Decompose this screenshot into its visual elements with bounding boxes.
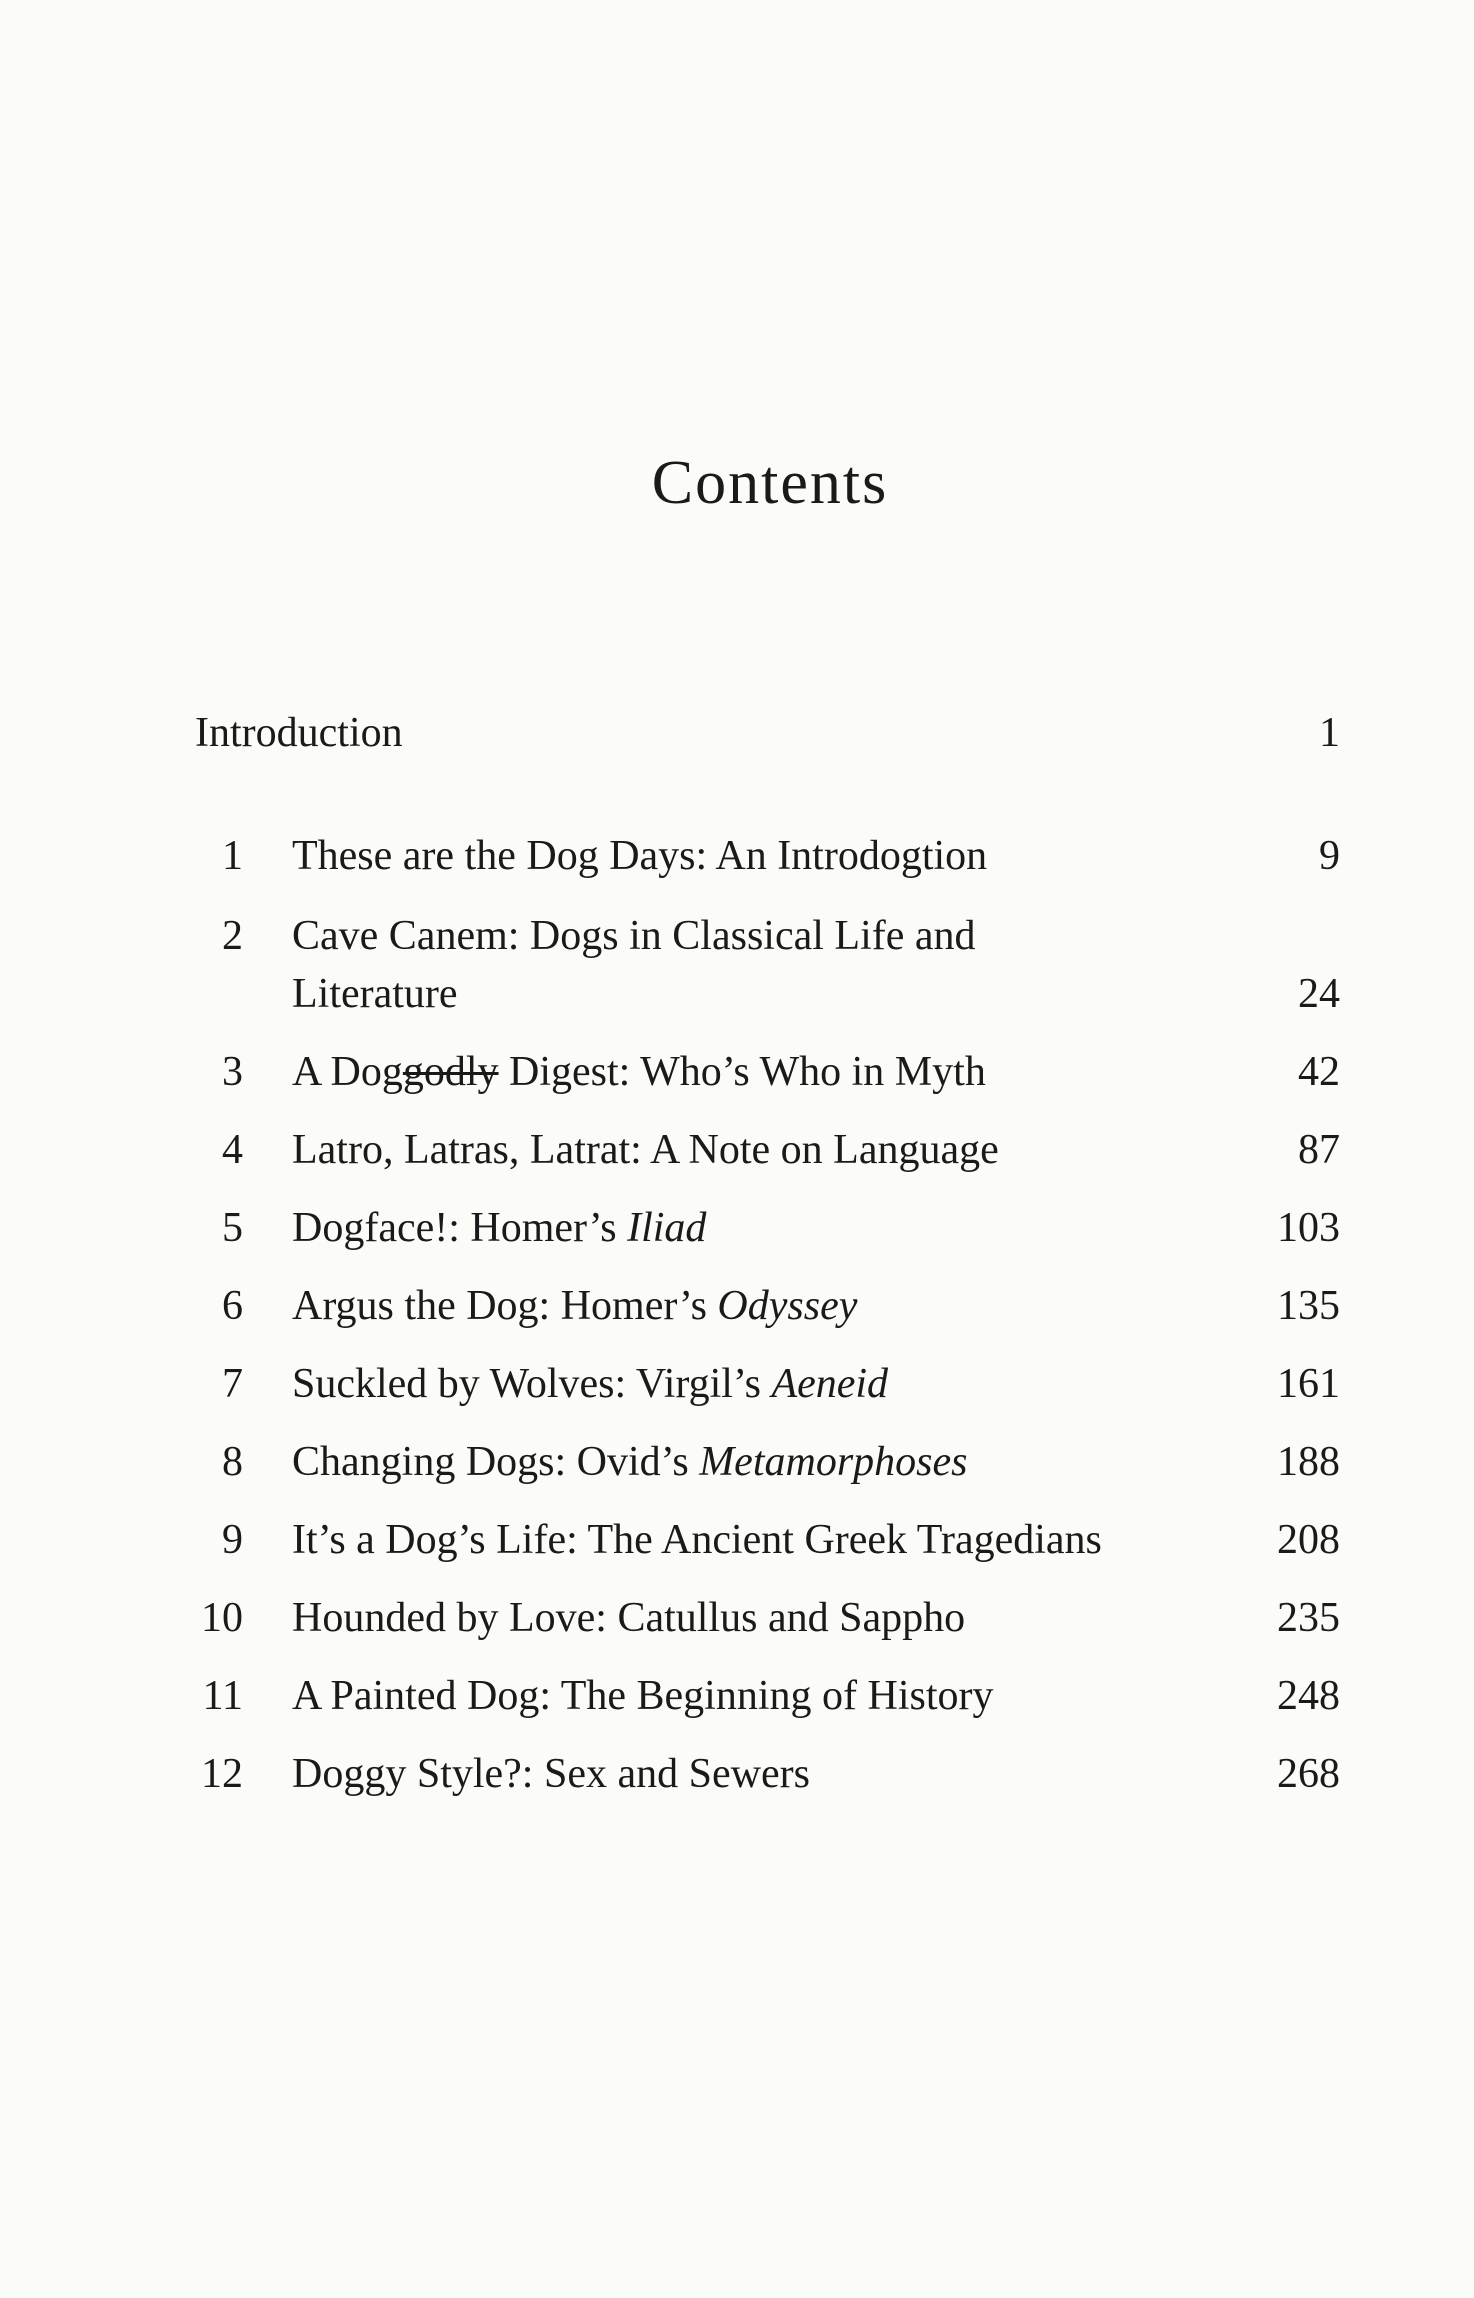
chapter-title <box>292 1200 1192 1256</box>
chapter-number: 3 <box>222 1049 243 1095</box>
chapter-title: These are the Dog Days: An Introdogtion <box>292 833 988 879</box>
entry-page-number: 248 <box>1277 1673 1340 1719</box>
chapter-number: 7 <box>222 1361 243 1407</box>
italic-title: Metamorphoses <box>699 1439 968 1485</box>
entry-title: Introduction <box>195 710 403 756</box>
chapter-title: Doggy Style?: Sex and Sewers <box>292 1751 810 1797</box>
entry-page-number: 161 <box>1277 1361 1340 1407</box>
entry-page-number: 9 <box>1319 833 1340 879</box>
entry-page-number: 188 <box>1277 1439 1340 1485</box>
title-part: Dogface!: Homer’s <box>292 1205 628 1251</box>
chapter-title: It’s a Dog’s Life: The Ancient Greek Tragedians <box>292 1517 1102 1563</box>
title-part: Suckled by Wolves: Virgil’s <box>292 1361 772 1407</box>
toc-entry-introduction <box>195 705 1340 761</box>
chapter-title-continued: Literature <box>292 971 458 1017</box>
toc-entry-chapter-2 <box>195 908 1340 1020</box>
entry-page-number: 235 <box>1277 1595 1340 1641</box>
chapter-title <box>292 1356 1192 1412</box>
entry-page-number: 42 <box>1298 1049 1340 1095</box>
entry-page-number: 135 <box>1277 1283 1340 1329</box>
chapter-title: Cave Canem: Dogs in Classical Life and <box>292 913 976 959</box>
entry-page-number: 87 <box>1298 1127 1340 1173</box>
chapter-number: 6 <box>222 1283 243 1329</box>
chapter-title <box>292 1044 1192 1100</box>
chapter-number: 9 <box>222 1517 243 1563</box>
chapter-title: A Painted Dog: The Beginning of History <box>292 1673 994 1719</box>
title-part: A Dog <box>292 1049 403 1095</box>
italic-title: Odyssey <box>717 1283 858 1329</box>
entry-page-number: 208 <box>1277 1517 1340 1563</box>
chapter-title <box>292 1278 1192 1334</box>
title-part: Changing Dogs: Ovid’s <box>292 1439 700 1485</box>
entry-page-number: 268 <box>1277 1751 1340 1797</box>
entry-page-number: 1 <box>1319 710 1340 756</box>
chapter-number: 5 <box>222 1205 243 1251</box>
title-part: Digest: Who’s Who in Myth <box>498 1049 986 1095</box>
struck-text: godly <box>402 1049 499 1095</box>
chapter-number: 8 <box>222 1439 243 1485</box>
chapter-title <box>292 1434 1192 1490</box>
chapter-number: 11 <box>202 1673 243 1719</box>
page-title: Contents <box>651 449 889 517</box>
chapter-title: Hounded by Love: Catullus and Sappho <box>292 1595 966 1641</box>
chapter-number: 1 <box>222 833 243 879</box>
chapter-number: 10 <box>201 1595 243 1641</box>
italic-title: Iliad <box>627 1205 707 1251</box>
chapter-number: 12 <box>201 1751 243 1797</box>
chapter-title: Latro, Latras, Latrat: A Note on Language <box>292 1127 999 1173</box>
italic-title: Aeneid <box>771 1361 889 1407</box>
chapter-number: 2 <box>222 913 243 959</box>
entry-page-number: 24 <box>1298 971 1340 1017</box>
entry-page-number: 103 <box>1277 1205 1340 1251</box>
chapter-number: 4 <box>222 1127 243 1173</box>
title-part: Argus the Dog: Homer’s <box>292 1283 718 1329</box>
